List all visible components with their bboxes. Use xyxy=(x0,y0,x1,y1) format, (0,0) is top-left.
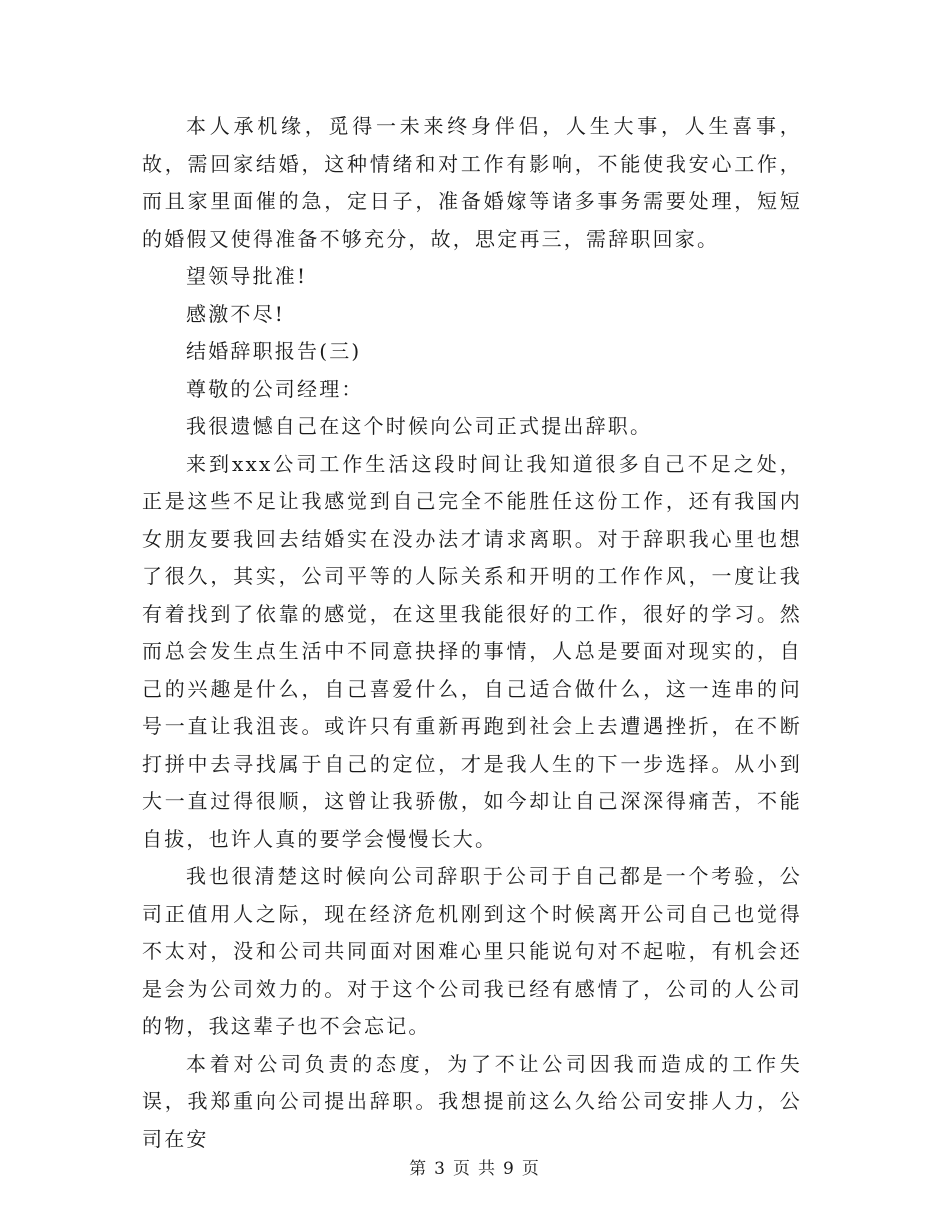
footer-label-unit: 页 xyxy=(453,1159,472,1179)
paragraph: 来到xxx公司工作生活这段时间让我知道很多自己不足之处，正是这些不足让我感觉到自己完全不能胜任这份工作，还有我国内女朋友要我回去结婚实在没办法才请求离职。对于辞职我心里也想了很久，其实，公司平等的人际关系和开明的工作作风，一度让我有着找到了依靠的感觉，在这里我能很好的工作，很好的学习。然而总会发生点生活中不同意抉择的事情，人总是要面对现实的，自己的兴趣是什么，自己喜爱什么，自己适合做什么，这一连串的问号一直让我沮丧。或许只有重新再跑到社会上去遭遇挫折，在不断打拼中去寻找属于自己的定位，才是我人生的下一步选择。从小到大一直过得很顺，这曾让我骄傲，如今却让自己深深得痛苦，不能自拔，也许人真的要学会慢慢长大。 xyxy=(142,451,802,851)
footer-total-pages: 9 xyxy=(503,1159,516,1179)
section-title: 结婚辞职报告(三) xyxy=(186,339,362,363)
footer-label-unit-2: 页 xyxy=(521,1159,541,1179)
salutation: 尊敬的公司经理： xyxy=(186,376,364,401)
footer-current-page: 3 xyxy=(434,1159,447,1179)
paragraph: 本着对公司负责的态度，为了不让公司因我而造成的工作失误，我郑重向公司提出辞职。我想提前这么久给公司安排人力，公司在安 xyxy=(142,1051,802,1151)
paragraph: 望领导批准! xyxy=(186,264,308,288)
paragraph: 感激不尽! xyxy=(186,301,286,326)
paragraph: 我也很清楚这时候向公司辞职于公司于自己都是一个考验，公司正值用人之际，现在经济危机刚到这个时候离开公司自己也觉得不太对，没和公司共同面对困难心里只能说句对不起啦，有机会还是会为公司效力的。对于这个公司我已经有感情了，公司的人公司的物，我这辈子也不会忘记。 xyxy=(142,864,802,1038)
paragraph: 我很遗憾自己在这个时候向公司正式提出辞职。 xyxy=(186,414,653,438)
document-body xyxy=(142,108,802,1158)
paragraph: 本人承机缘，觅得一未来终身伴侣，人生大事，人生喜事，故，需回家结婚，这种情绪和对工作有影响，不能使我安心工作，而且家里面催的急，定日子，准备婚嫁等诸多事务需要处理，短短的婚假又使得准备不够充分，故，思定再三，需辞职回家。 xyxy=(142,114,802,251)
page-footer xyxy=(0,1154,950,1179)
footer-label-total: 共 xyxy=(478,1159,497,1179)
footer-label-page: 第 xyxy=(409,1159,429,1179)
